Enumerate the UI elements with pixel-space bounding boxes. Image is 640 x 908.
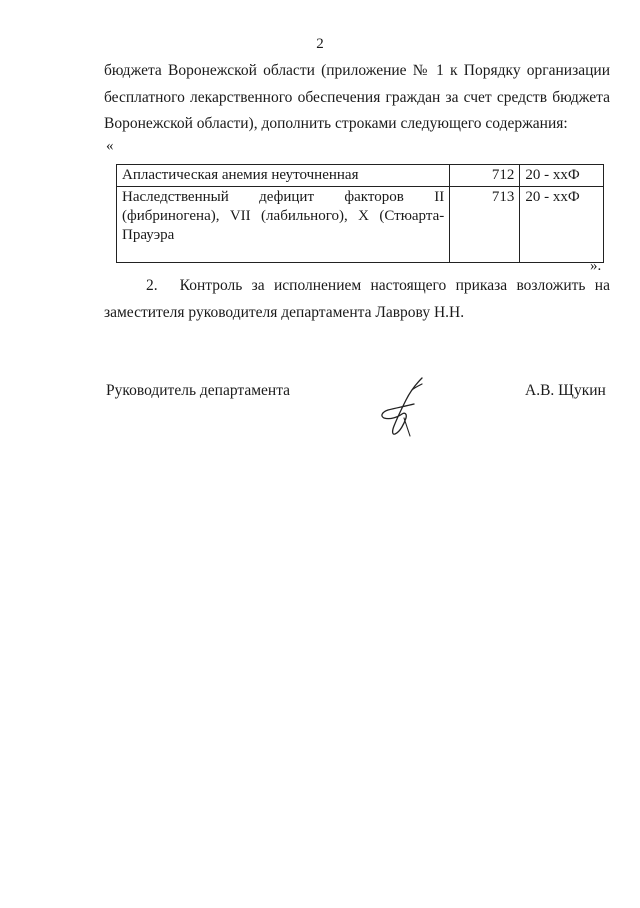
item-number: 2. <box>146 277 158 294</box>
item-2-paragraph <box>104 272 610 326</box>
closing-quote: ». <box>590 258 602 274</box>
code-cell: 713 <box>450 187 520 263</box>
signatory-title: Руководитель департамента <box>106 382 291 399</box>
table-row <box>117 165 604 187</box>
subcode-cell: 20 - ххФ <box>520 165 604 187</box>
opening-quote: « <box>106 138 114 154</box>
table-row <box>117 187 604 263</box>
intro-line-2: бесплатного лекарственного обеспечения граждан за счет средств бюджета <box>104 88 610 106</box>
disease-name-line: (фибриногена), VII (лабильного), X (Стюарта- <box>122 208 445 224</box>
item-2-line-2: заместителя руководителя департамента Лаврову Н.Н. <box>104 304 465 321</box>
subcode-cell: 20 - ххФ <box>520 187 604 263</box>
handwritten-signature <box>376 374 436 445</box>
signatory-name: А.В. Щукин <box>525 382 606 399</box>
item-2-line-1 <box>104 272 610 299</box>
disease-name-cell <box>117 165 450 187</box>
intro-paragraph <box>104 58 610 138</box>
item-2-text: Контроль за исполнением настоящего приказа возложить на <box>179 277 610 294</box>
code-cell: 712 <box>450 165 520 187</box>
disease-name-line: Наследственный дефицит факторов II <box>122 189 445 205</box>
disease-name-line: Апластическая анемия неуточненная <box>122 167 359 183</box>
intro-line-1: бюджета Воронежской области (приложение № 1 к Порядку организации <box>104 62 610 79</box>
disease-name-cell <box>117 187 450 263</box>
insert-table <box>116 164 604 263</box>
intro-line-3: Воронежской области), дополнить строками следующего содержания: <box>104 115 568 132</box>
signature-scribble-icon <box>376 374 436 440</box>
disease-name-line: Прауэра <box>122 227 175 243</box>
page-number: 2 <box>316 36 324 52</box>
